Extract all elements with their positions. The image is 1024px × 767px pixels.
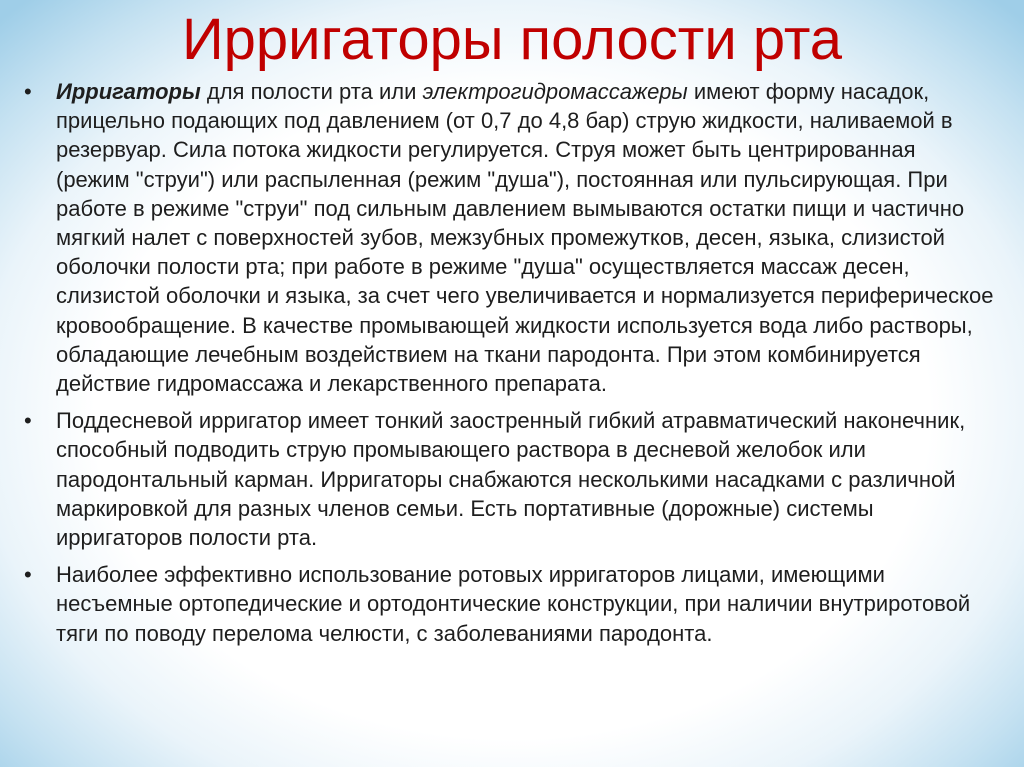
item-text: для полости рта или [200,79,423,104]
item-text: Поддесневой ирригатор имеет тонкий заостренный гибкий атравматический наконечник, способный подводить струю промывающего раствора в десневой желобок или пародонтальный карман. Ирригаторы снабжаются несколькими насадками с различной маркировкой для разных членов семьи. Есть портативные (дорожные) системы ирригаторов полости рта. [56,408,966,551]
item-text: Наиболее эффективно использование ротовых ирригаторов лицами, имеющими несъемные ортопедические и ортодонтические конструкции, при наличии внутриротовой тяги по поводу перелома челюсти, с заболеваниями пародонта. [56,562,971,646]
item-text: имеют форму насадок, прицельно подающих под давлением (от 0,7 до 4,8 бар) струю жидкости, наливаемой в резервуар. Сила потока жидкости регулируется. Струя может быть центрированная (режим "струи") или распыленная (режим "душа"), постоянная или пульсирующая. При работе в режиме "струи" под сильным давлением вымываются остатки пищи и частично мягкий налет с поверхностей зубов, межзубных промежутков, десен, языка, слизистой оболочки полости рта; при работе в режиме "душа" осуществляется массаж десен, слизистой оболочки и языка, за счет чего увеличивается и нормализуется периферическое кровообращение. В качестве промывающей жидкости используется вода либо растворы, обладающие лечебным воздействием на ткани пародонта. При этом комбинируется действие гидромассажа и лекарственного препарата. [56,79,994,397]
bullet-item-2 [24,406,994,552]
bullet-marker: • [24,562,32,588]
bullet-list [24,77,994,656]
bullet-item-3 [24,560,994,648]
term-irrigators: Ирригаторы [56,79,201,104]
bullet-marker: • [24,79,32,104]
slide-title: Ирригаторы полости рта [181,7,843,72]
bullet-item-1 [24,77,994,398]
term-hydromassagers: электрогидромассажеры [422,79,688,104]
bullet-marker: • [24,408,32,434]
